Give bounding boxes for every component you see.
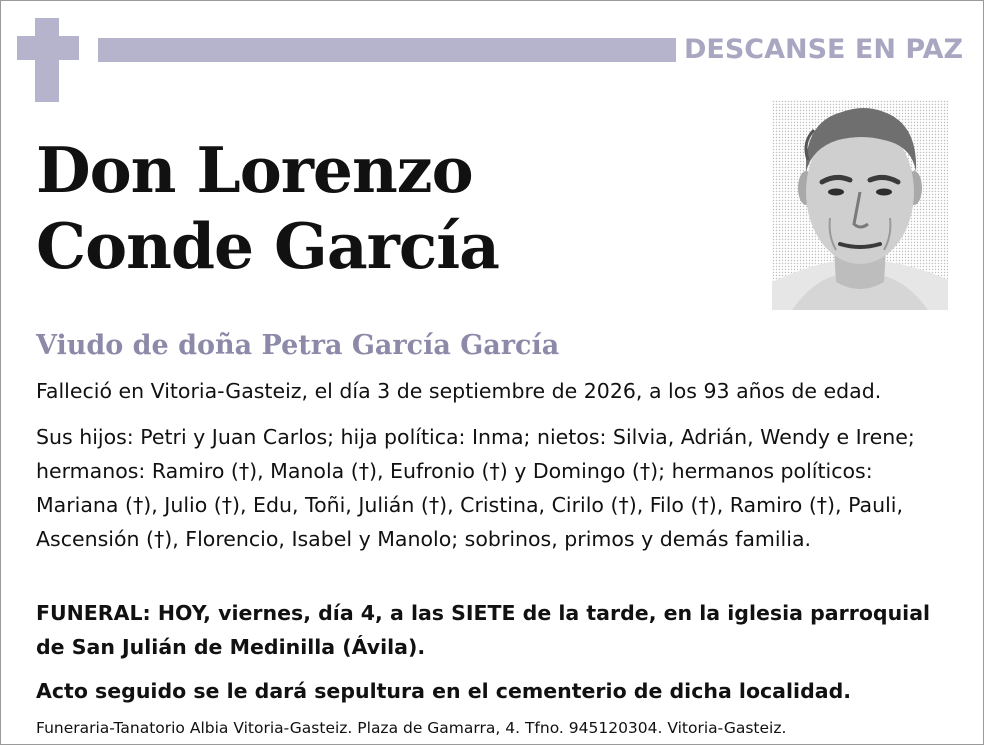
spouse-line: Viudo de doña Petra García García: [36, 330, 560, 361]
death-notice: Falleció en Vitoria-Gasteiz, el día 3 de septiembre de 2026, a los 93 años de edad.: [36, 379, 882, 403]
funeral-info: FUNERAL: HOY, viernes, día 4, a las SIETE de la tarde, en la iglesia parroquial de San Julián de Medinilla (Ávila).: [36, 601, 931, 659]
deceased-name: [36, 132, 499, 284]
burial-info: Acto seguido se le dará sepultura en el cementerio de dicha localidad.: [36, 679, 852, 703]
name-line-2: Conde García: [36, 209, 499, 283]
portrait-photo: [772, 100, 948, 310]
header-bar: [98, 38, 676, 62]
header-label: DESCANSE EN PAZ: [684, 34, 964, 65]
name-line-1: Don Lorenzo: [36, 133, 473, 207]
family-list: Sus hijos: Petri y Juan Carlos; hija política: Inma; nietos: Silvia, Adrián, Wendy e Irene; hermanos: Ramiro (†), Manola (†), Eufronio (†) y Domingo (†); hermanos políticos: Mariana (†), Julio (†), Edu, Toñi, Julián (†), Cristina, Cirilo (†), Filo (†), Ramiro (†), Pauli, Ascensión (†), Florencio, Isabel y Manolo; sobrinos, primos y demás familia.: [36, 425, 915, 551]
funeral-home-footer: Funeraria-Tanatorio Albia Vitoria-Gasteiz. Plaza de Gamarra, 4. Tfno. 945120304. Vitoria-Gasteiz.: [36, 719, 787, 737]
